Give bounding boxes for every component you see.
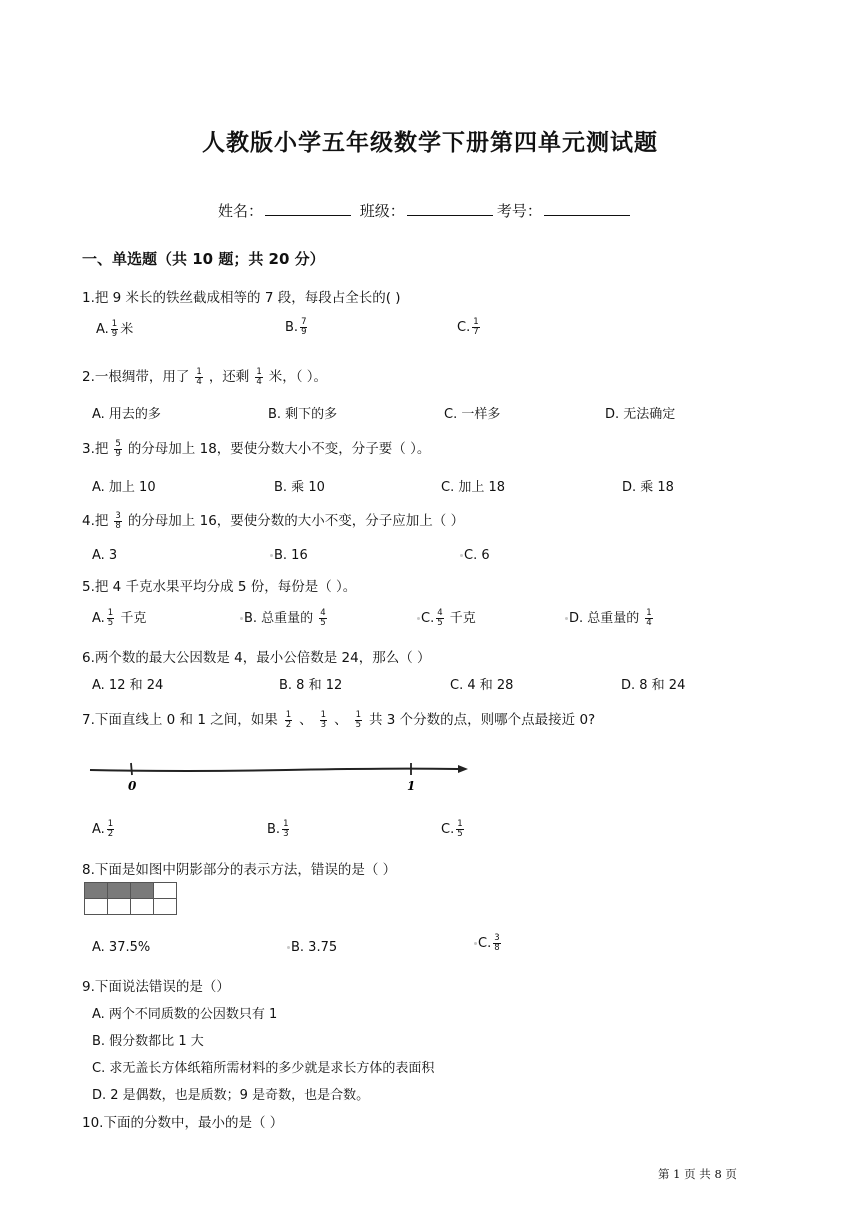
tick-label-one: 1 bbox=[407, 779, 416, 793]
q6-option-b: B. 8 和 12 bbox=[279, 678, 343, 693]
question-4-text bbox=[82, 509, 464, 531]
fraction-denominator: 3 bbox=[320, 719, 327, 730]
question-9-text: 9.下面说法错误的是（） bbox=[82, 979, 230, 995]
q3-option-d: D. 乘 18 bbox=[622, 480, 674, 495]
q5-option-b bbox=[240, 607, 329, 628]
fraction-numerator: 1 bbox=[107, 608, 114, 618]
question-3-text bbox=[82, 437, 430, 459]
q7-option-b-fraction bbox=[282, 820, 289, 839]
q6-option-a: A. 12 和 24 bbox=[92, 678, 164, 693]
fraction-denominator: 4 bbox=[196, 376, 202, 387]
q7-option-a-fraction bbox=[107, 820, 114, 839]
q8-option-c bbox=[474, 934, 503, 953]
q5-option-d-fraction bbox=[645, 609, 652, 628]
q9-option-b: B. 假分数都比 1 大 bbox=[92, 1034, 204, 1049]
q4-option-c-label: C. 6 bbox=[464, 548, 490, 563]
q7-option-b-label: B. bbox=[267, 822, 281, 837]
q4-option-b-label: B. 16 bbox=[274, 548, 308, 563]
q3-text-start: 3.把 bbox=[82, 441, 109, 457]
bullet-dot bbox=[565, 617, 568, 620]
q4-option-b bbox=[270, 548, 308, 563]
q9-option-a: A. 两个不同质数的公因数只有 1 bbox=[92, 1007, 278, 1022]
fraction-denominator: 7 bbox=[473, 327, 479, 337]
fraction-denominator: 3 bbox=[283, 829, 289, 839]
fraction-numerator: 1 bbox=[283, 819, 289, 829]
q1-option-a-unit: 米 bbox=[120, 322, 134, 337]
tick-zero bbox=[131, 763, 132, 775]
q8-option-b-label: B. 3.75 bbox=[291, 940, 338, 955]
grid-row-bottom bbox=[85, 899, 177, 915]
q7-option-a-label: A. bbox=[92, 822, 105, 837]
number-line-figure bbox=[86, 758, 476, 798]
q5-option-a-fraction bbox=[107, 609, 114, 628]
fraction-numerator: 1 bbox=[196, 366, 202, 377]
q4-option-c bbox=[460, 548, 490, 563]
grid-cell-empty bbox=[154, 883, 177, 899]
grid-cell-shaded bbox=[131, 883, 154, 899]
q5-option-a-label: A. bbox=[92, 611, 105, 626]
arrow-head-icon bbox=[458, 765, 468, 773]
q7-separator: 、 bbox=[299, 712, 313, 728]
grid-cell-shaded bbox=[85, 883, 108, 899]
question-10-text: 10.下面的分数中，最小的是（ ） bbox=[82, 1115, 284, 1131]
q5-option-c-unit: 千克 bbox=[449, 611, 476, 626]
q2-fraction-left bbox=[255, 368, 262, 387]
q5-option-d-label: D. 总重量的 bbox=[569, 611, 640, 626]
fraction-denominator: 4 bbox=[256, 376, 262, 387]
q6-option-d: D. 8 和 24 bbox=[621, 678, 686, 693]
fraction-numerator: 5 bbox=[115, 438, 121, 449]
q5-option-d bbox=[565, 607, 655, 628]
q1-option-b-fraction bbox=[300, 318, 307, 337]
q3-option-c: C. 加上 18 bbox=[441, 480, 506, 495]
fraction-numerator: 1 bbox=[320, 709, 327, 720]
bullet-dot bbox=[417, 617, 420, 620]
fraction-denominator: 9 bbox=[115, 448, 121, 459]
q1-option-c bbox=[457, 318, 482, 337]
q4-option-a: A. 3 bbox=[92, 548, 118, 563]
q5-option-c-label: C. bbox=[421, 611, 435, 626]
tick-label-zero: 0 bbox=[128, 779, 137, 793]
q6-option-c: C. 4 和 28 bbox=[450, 678, 514, 693]
q7-option-b bbox=[267, 820, 291, 839]
q1-option-a bbox=[96, 318, 133, 339]
fraction-denominator: 5 bbox=[107, 618, 114, 628]
fraction-numerator: 1 bbox=[457, 819, 463, 829]
q7-fraction-half bbox=[285, 711, 292, 730]
fraction-numerator: 1 bbox=[285, 709, 292, 720]
name-blank bbox=[265, 201, 351, 216]
q8-option-b bbox=[287, 940, 337, 955]
fraction-denominator: 2 bbox=[285, 719, 292, 730]
q2-option-d: D. 无法确定 bbox=[605, 407, 676, 422]
bullet-dot bbox=[240, 617, 243, 620]
q1-option-c-fraction bbox=[472, 318, 479, 337]
fraction-denominator: 5 bbox=[457, 829, 463, 839]
grid-cell-shaded bbox=[108, 883, 131, 899]
question-7-text bbox=[82, 708, 595, 730]
class-blank bbox=[407, 201, 493, 216]
question-6-text: 6.两个数的最大公因数是 4，最小公倍数是 24，那么（ ） bbox=[82, 650, 431, 666]
exam-number-label: 考号： bbox=[496, 202, 542, 220]
fraction-denominator: 8 bbox=[115, 520, 121, 531]
fraction-denominator: 5 bbox=[355, 719, 361, 730]
q2-text-end: 米，（ ）。 bbox=[268, 369, 328, 385]
question-5-text: 5.把 4 千克水果平均分成 5 份，每份是（ ）。 bbox=[82, 579, 357, 595]
q2-fraction-used bbox=[195, 368, 202, 387]
q3-option-a: A. 加上 10 bbox=[92, 480, 156, 495]
q7-separator: 、 bbox=[334, 712, 348, 728]
fraction-numerator: 4 bbox=[320, 608, 326, 618]
bullet-dot bbox=[287, 946, 290, 949]
bullet-dot bbox=[270, 554, 273, 557]
page-footer: 第 1 页 共 8 页 bbox=[658, 1167, 737, 1181]
q7-text-end: 共 3 个分数的点，则哪个点最接近 0? bbox=[369, 712, 596, 728]
question-2-text bbox=[82, 365, 327, 387]
fraction-numerator: 1 bbox=[355, 709, 361, 720]
q5-option-b-fraction bbox=[319, 609, 326, 628]
q8-option-c-fraction bbox=[493, 934, 500, 953]
q7-option-c-fraction bbox=[456, 820, 463, 839]
grid-cell-empty bbox=[131, 899, 154, 915]
q7-text-start: 7.下面直线上 0 和 1 之间，如果 bbox=[82, 712, 278, 728]
student-info-line bbox=[218, 200, 634, 221]
grid-cell-empty bbox=[154, 899, 177, 915]
exam-number-blank bbox=[544, 201, 630, 216]
q5-option-c-fraction bbox=[436, 609, 443, 628]
shaded-grid-figure bbox=[84, 882, 177, 915]
fraction-numerator: 1 bbox=[111, 319, 118, 329]
q5-option-a bbox=[92, 607, 146, 628]
fraction-denominator: 2 bbox=[107, 829, 114, 839]
q1-option-b-label: B. bbox=[285, 320, 299, 335]
fraction-denominator: 5 bbox=[437, 618, 443, 628]
fraction-numerator: 7 bbox=[301, 317, 307, 327]
fraction-numerator: 1 bbox=[646, 608, 652, 618]
q3-option-b: B. 乘 10 bbox=[274, 480, 325, 495]
grid-cell-empty bbox=[85, 899, 108, 915]
q2-option-b: B. 剩下的多 bbox=[268, 407, 338, 422]
section-heading: 一、单选题（共 10 题；共 20 分） bbox=[82, 250, 325, 268]
fraction-numerator: 4 bbox=[437, 608, 443, 618]
fraction-denominator: 8 bbox=[494, 943, 500, 953]
q2-text-start: 2.一根绸带，用了 bbox=[82, 369, 190, 385]
q9-option-c: C. 求无盖长方体纸箱所需材料的多少就是求长方体的表面积 bbox=[92, 1061, 435, 1076]
q5-option-b-label: B. 总重量的 bbox=[244, 611, 314, 626]
q5-option-c bbox=[417, 607, 476, 628]
q9-option-d: D. 2 是偶数，也是质数；9 是奇数，也是合数。 bbox=[92, 1088, 370, 1103]
q2-option-a: A. 用去的多 bbox=[92, 407, 161, 422]
fraction-denominator: 9 bbox=[111, 329, 118, 339]
fraction-numerator: 3 bbox=[494, 933, 500, 943]
page-title: 人教版小学五年级数学下册第四单元测试题 bbox=[202, 130, 658, 156]
fraction-numerator: 1 bbox=[107, 819, 114, 829]
bullet-dot bbox=[474, 942, 477, 945]
q7-option-c-label: C. bbox=[441, 822, 455, 837]
fraction-denominator: 9 bbox=[301, 327, 307, 337]
q4-text-start: 4.把 bbox=[82, 513, 109, 529]
question-8-text: 8.下面是如图中阴影部分的表示方法，错误的是（ ） bbox=[82, 862, 397, 878]
q1-option-c-label: C. bbox=[457, 320, 471, 335]
q3-fraction bbox=[114, 440, 121, 459]
q8-option-a: A. 37.5% bbox=[92, 940, 151, 955]
class-label: 班级： bbox=[359, 202, 405, 220]
fraction-numerator: 1 bbox=[473, 317, 479, 327]
q5-option-a-unit: 千克 bbox=[120, 611, 147, 626]
grid-row-top bbox=[85, 883, 177, 899]
q8-option-c-label: C. bbox=[478, 936, 492, 951]
q3-text-end: 的分母加上 18，要使分数大小不变，分子要（ ）。 bbox=[127, 441, 431, 457]
question-1-text: 1.把 9 米长的铁丝截成相等的 7 段，每段占全长的( ) bbox=[82, 290, 401, 306]
bullet-dot bbox=[460, 554, 463, 557]
q1-option-a-fraction bbox=[111, 320, 118, 339]
q2-option-c: C. 一样多 bbox=[444, 407, 501, 422]
q7-option-a bbox=[92, 820, 116, 839]
q7-fraction-fifth bbox=[355, 711, 362, 730]
q7-option-c bbox=[441, 820, 466, 839]
fraction-denominator: 5 bbox=[320, 618, 326, 628]
name-label: 姓名： bbox=[218, 202, 264, 220]
q7-fraction-third bbox=[320, 711, 327, 730]
fraction-denominator: 4 bbox=[646, 618, 652, 628]
q4-fraction bbox=[114, 512, 121, 531]
number-line bbox=[90, 769, 458, 771]
grid-cell-empty bbox=[108, 899, 131, 915]
q1-option-b bbox=[285, 318, 309, 337]
fraction-numerator: 3 bbox=[115, 510, 121, 521]
fraction-numerator: 1 bbox=[256, 366, 262, 377]
q4-text-end: 的分母加上 16，要使分数的大小不变，分子应加上（ ） bbox=[127, 513, 465, 529]
q1-option-a-label: A. bbox=[96, 322, 109, 337]
q2-text-middle: ，还剩 bbox=[208, 369, 250, 385]
